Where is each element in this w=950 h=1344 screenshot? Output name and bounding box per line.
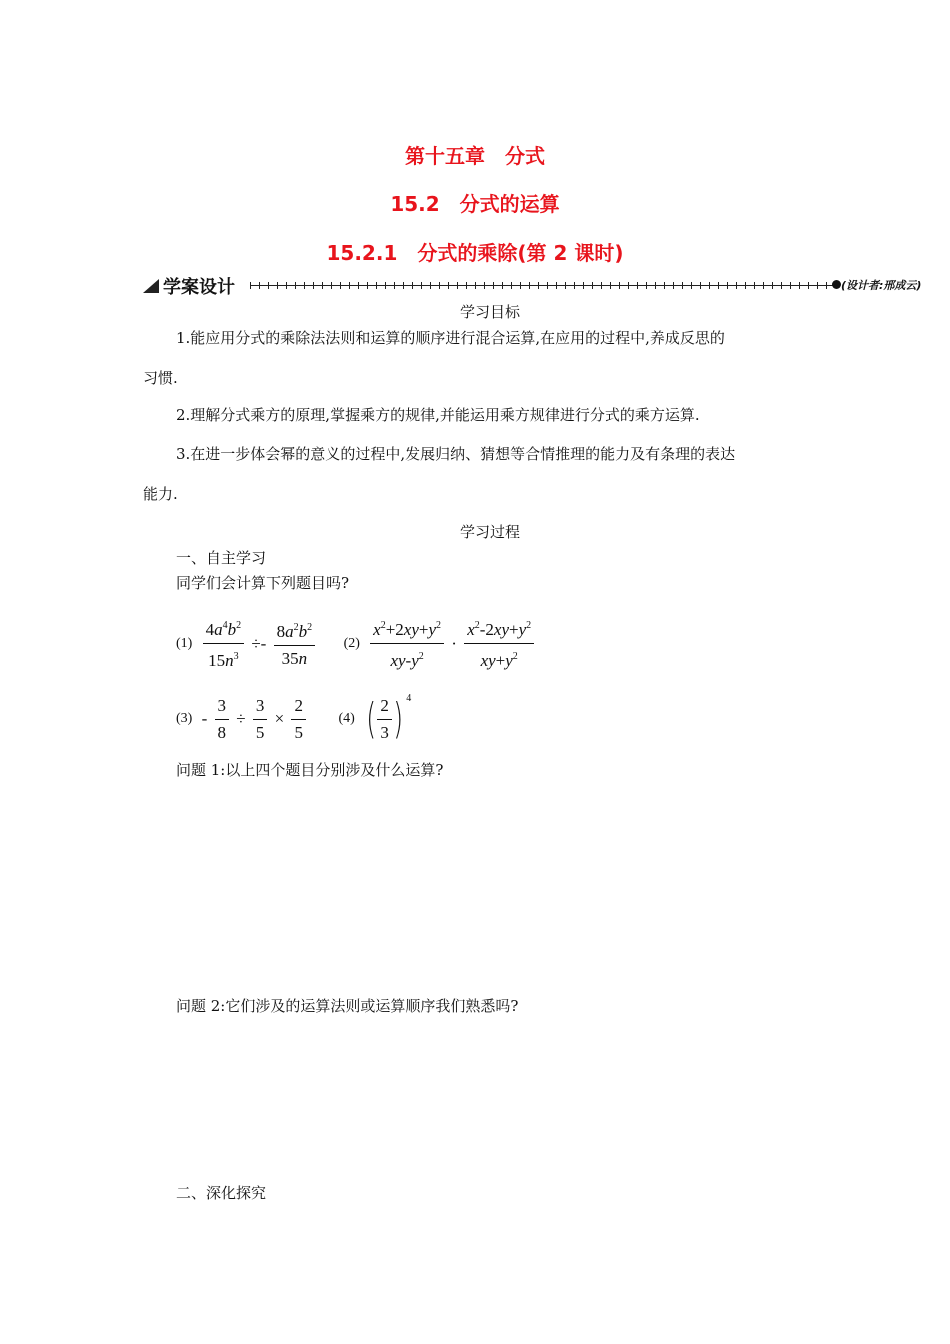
goal-3-line-2: 能力. — [143, 485, 178, 503]
exercise-3-label: (3) — [176, 711, 193, 727]
exercise-1-divide: ÷- — [251, 633, 267, 653]
goal-1-line-1: 1.能应用分式的乘除法法则和运算的顺序进行混合运算,在应用的过程中,养成反思的 — [176, 329, 725, 347]
goal-2: 2.理解分式乘方的原理,掌握乘方的规律,并能运用乘方规律进行分式的乘方运算. — [176, 406, 700, 424]
exercise-4-fraction: $\frac{2}{3}$ — [377, 696, 392, 743]
exercise-4-exponent: 4 — [406, 693, 412, 704]
process-heading: 学习过程 — [459, 523, 520, 541]
exercise-3-fraction-1: $\frac{3}{8}$ — [215, 696, 230, 743]
lesson-title: 15.2.1 分式的乘除(第 2 课时) — [326, 241, 624, 265]
banner-dot-icon — [832, 280, 841, 289]
exercise-3-divide: ÷ — [236, 709, 246, 729]
exercise-4-left-paren: ( — [366, 694, 377, 744]
exercise-row-1 — [176, 616, 536, 671]
exercises-intro: 同学们会计算下列题目吗? — [176, 574, 350, 592]
chapter-title: 第十五章 分式 — [405, 144, 545, 168]
part-2-heading: 二、深化探究 — [176, 1184, 267, 1202]
exercise-row-2 — [176, 693, 411, 743]
exercise-2-fraction-a: $\frac{x^2+2xy+y^2}{xy-y^2}$ — [370, 616, 444, 671]
banner-triangle-icon — [143, 279, 159, 293]
exercise-1-fraction-a: $\frac{4a^4b^2}{15n^3}$ — [203, 616, 245, 671]
exercise-4-label: (4) — [338, 711, 355, 727]
banner-title: 学案设计 — [163, 277, 235, 298]
goal-1-line-2: 习惯. — [143, 369, 178, 387]
exercise-1-label: (1) — [176, 635, 193, 651]
exercise-1-fraction-b: $\frac{8a^2b^2}{35n}$ — [274, 618, 316, 669]
exercise-2-label: (2) — [343, 635, 360, 651]
banner-rule — [250, 285, 834, 286]
section-title: 15.2 分式的运算 — [390, 192, 560, 216]
goals-heading: 学习目标 — [459, 303, 520, 321]
question-2: 问题 2:它们涉及的运算法则或运算顺序我们熟悉吗? — [176, 997, 519, 1015]
goal-3-line-1: 3.在进一步体会幂的意义的过程中,发展归纳、猜想等合情推理的能力及有条理的表达 — [176, 445, 736, 463]
question-1: 问题 1:以上四个题目分别涉及什么运算? — [176, 761, 444, 779]
part-1-heading: 一、自主学习 — [176, 549, 267, 567]
exercise-4-right-paren: ) — [393, 694, 404, 744]
exercise-3-multiply: × — [274, 709, 285, 729]
exercise-3-fraction-2: $\frac{3}{5}$ — [253, 696, 268, 743]
exercise-3-fraction-3: $\frac{2}{5}$ — [291, 696, 306, 743]
exercise-2-fraction-b: $\frac{x^2-2xy+y^2}{xy+y^2}$ — [464, 616, 534, 671]
exercise-3-minus: - — [201, 709, 208, 729]
exercise-2-multiply: · — [451, 633, 457, 653]
designer-credit: (设计者:邢成云) — [841, 279, 922, 292]
